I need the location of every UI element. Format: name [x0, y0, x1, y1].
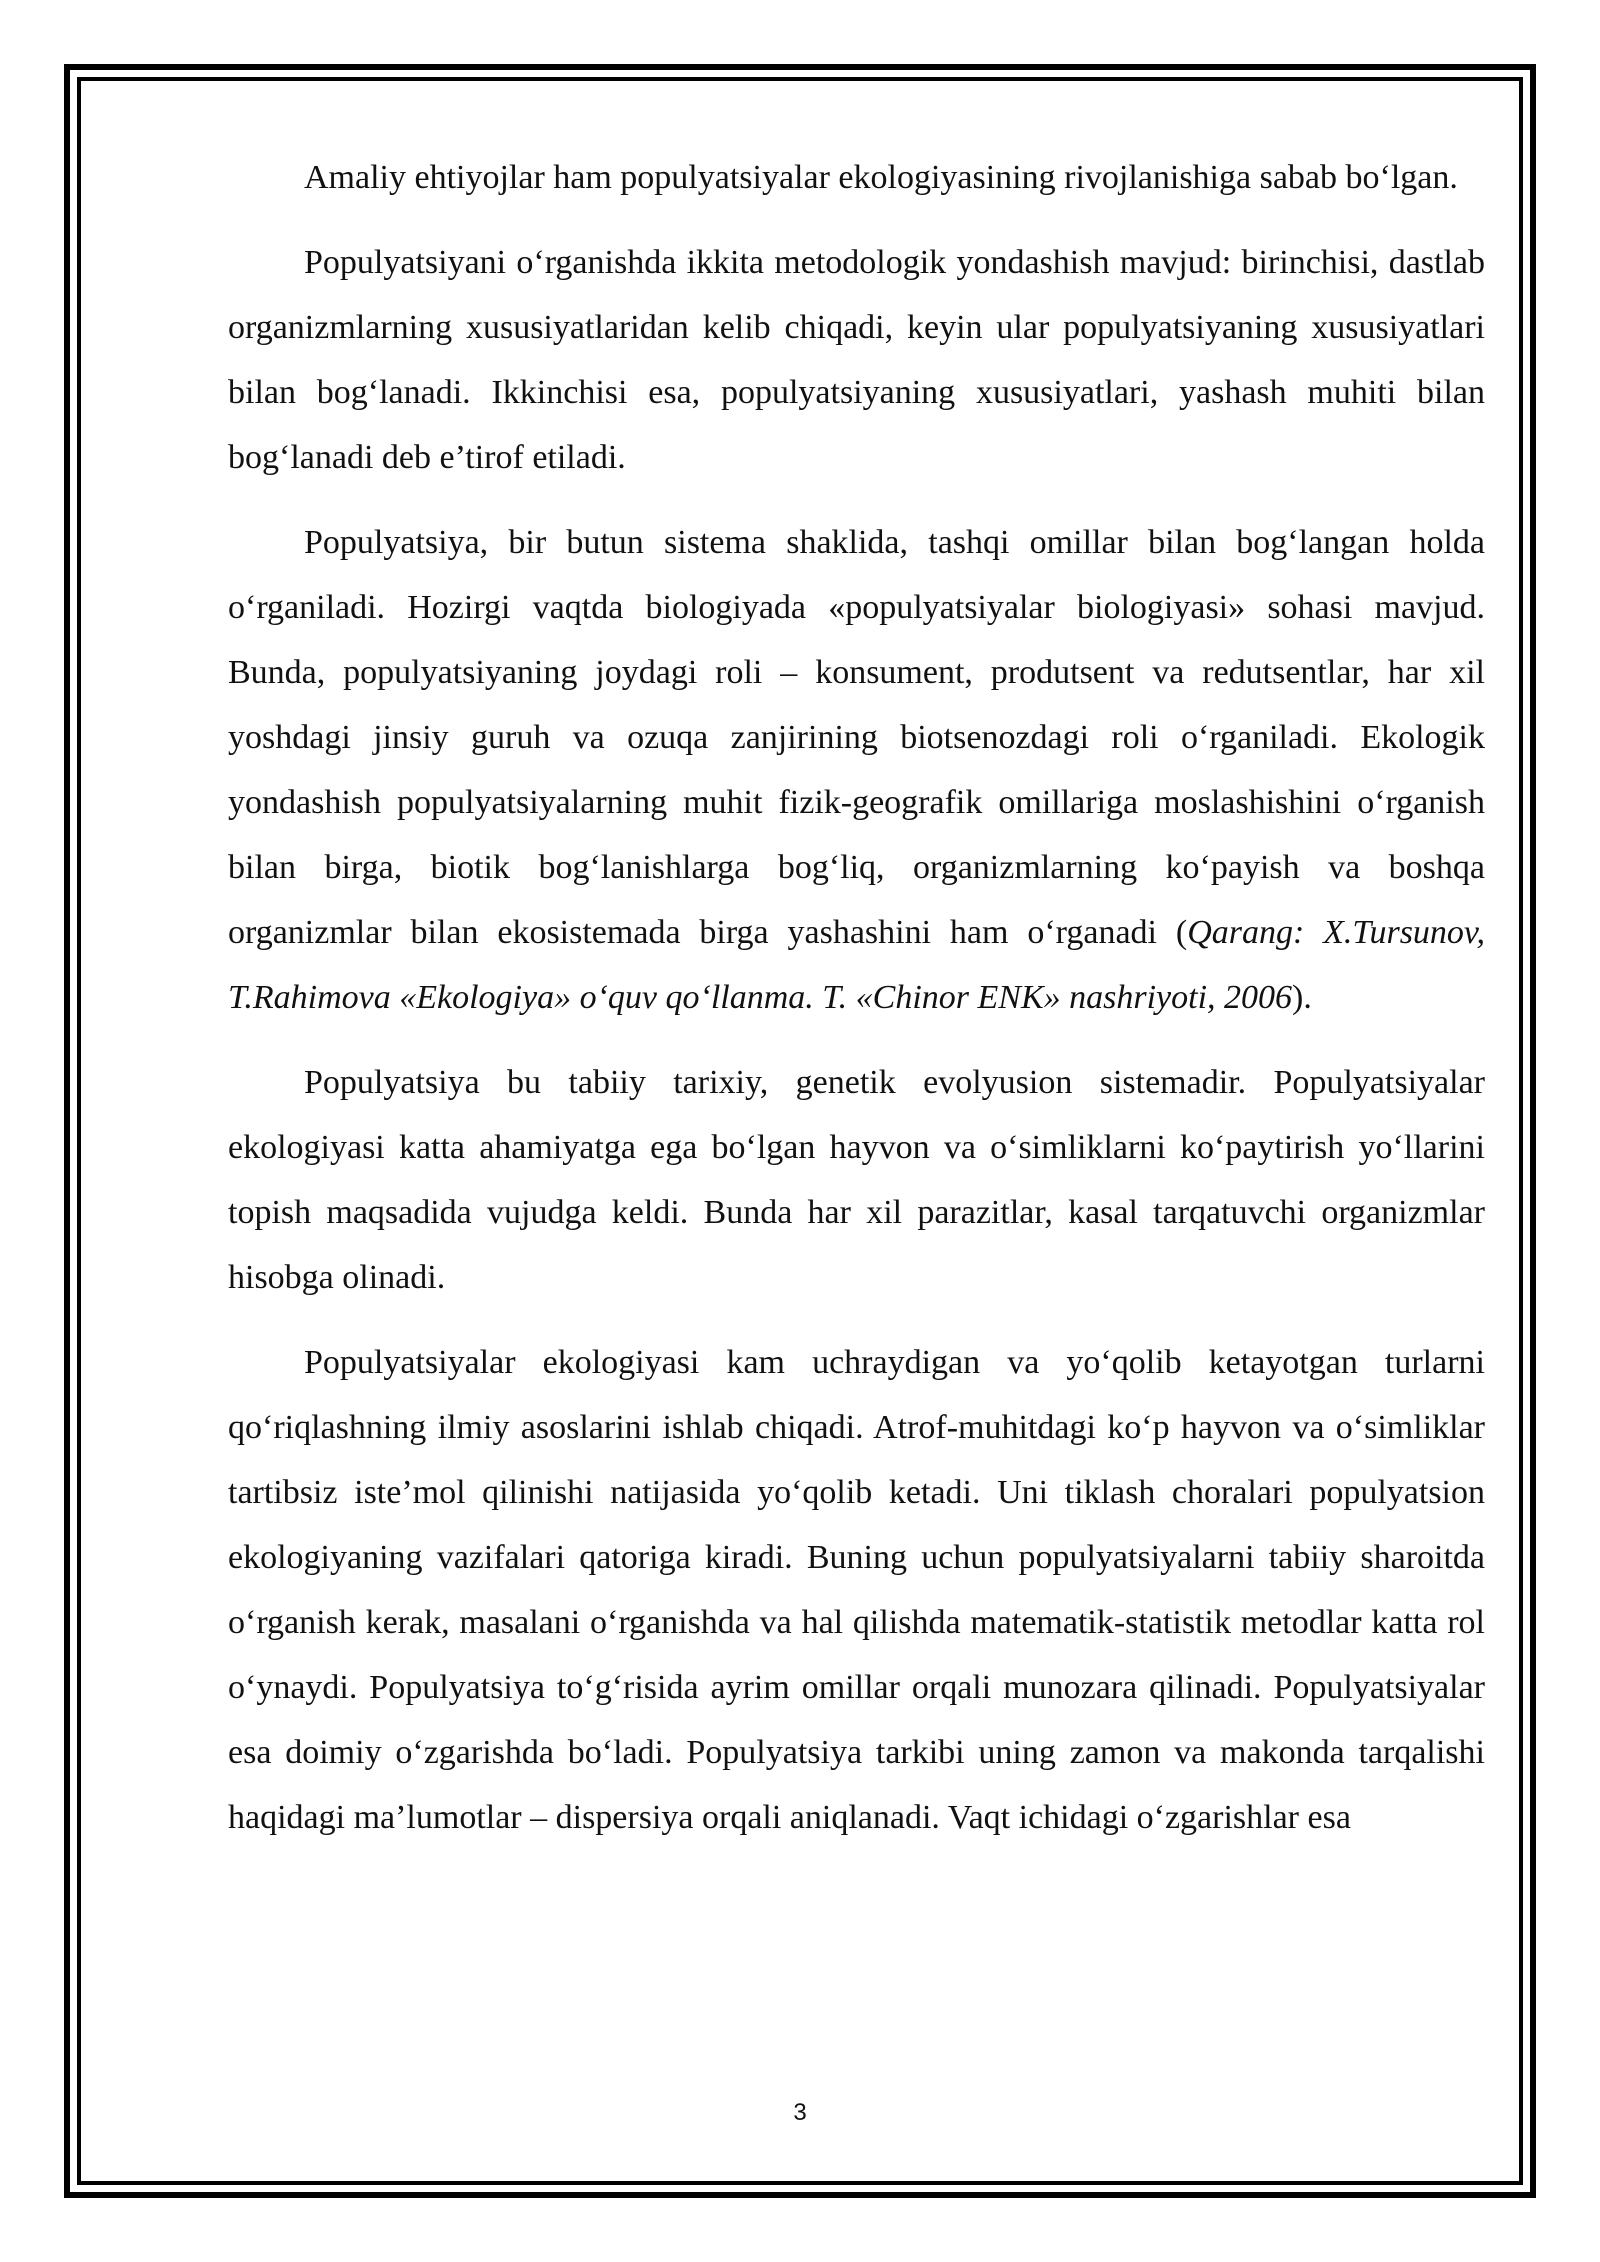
citation-reference: Qarang: X.Tursunov, T.Rahimova «Ekologiya» o‘quv qo‘llanma. T. «Chinor ENK» nashriyoti, 2006	[228, 914, 1485, 1016]
document-body	[228, 145, 1485, 1850]
paragraph-5	[228, 1330, 1485, 1850]
paragraph-5-text: Populyatsiyalar ekologiyasi kam uchraydigan va yo‘qolib ketayotgan turlarni qo‘riqlashning ilmiy asoslarini ishlab chiqadi. Atrof-muhitdagi ko‘p hayvon va o‘simliklar tartibsiz iste’mol qilinishi natijasida yo‘qolib ketadi. Uni tiklash choralari populyatsion ekologiyaning vazifalari qatoriga kiradi. Buning uchun populyatsiyalarni tabiiy sharoitda o‘rganish kerak, masalani o‘rganishda va hal qilishda matematik-statistik metodlar katta rol o‘ynaydi. Populyatsiya to‘g‘risida ayrim omillar orqali munozara qilinadi. Populyatsiyalar esa doimiy o‘zgarishda bo‘ladi. Populyatsiya tarkibi uning zamon va makonda tarqalishi haqidagi ma’lumotlar – dispersiya orqali aniqlanadi. Vaqt ichidagi o‘zgarishlar esa	[228, 1344, 1485, 1836]
page-number: 3	[793, 2099, 807, 2126]
paragraph-4	[228, 1050, 1485, 1310]
paragraph-1-text: Amaliy ehtiyojlar ham populyatsiyalar ekologiyasining rivojlanishiga sabab bo‘lgan.	[304, 159, 1458, 196]
paragraph-3-closing: ).	[1292, 979, 1312, 1016]
paragraph-1	[228, 145, 1485, 210]
paragraph-2-text: Populyatsiyani o‘rganishda ikkita metodologik yondashish mavjud: birinchisi, dastlab organizmlarning xususiyatlaridan kelib chiqadi, keyin ular populyatsiyaning xususiyatlari bilan bog‘lanadi. Ikkinchisi esa, populyatsiyaning xususiyatlari, yashash muhiti bilan bog‘lanadi deb e’tirof etiladi.	[228, 244, 1485, 476]
paragraph-3	[228, 510, 1485, 1030]
paragraph-4-text: Populyatsiya bu tabiiy tarixiy, genetik evolyusion sistemadir. Populyatsiyalar ekologiyasi katta ahamiyatga ega bo‘lgan hayvon va o‘simliklarni ko‘paytirish yo‘llarini topish maqsadida vujudga keldi. Bunda har xil parazitlar, kasal tarqatuvchi organizmlar hisobga olinadi.	[228, 1064, 1485, 1296]
paragraph-3-text: Populyatsiya, bir butun sistema shaklida, tashqi omillar bilan bog‘langan holda o‘rganiladi. Hozirgi vaqtda biologiyada «populyatsiyalar biologiyasi» sohasi mavjud. Bunda, populyatsiyaning joydagi roli – konsument, produtsent va redutsentlar, har xil yoshdagi jinsiy guruh va ozuqa zanjirining biotsenozdagi roli o‘rganiladi. Ekologik yondashish populyatsiyalarning muhit fizik-geografik omillariga moslashishini o‘rganish bilan birga, biotik bog‘lanishlarga bog‘liq, organizmlarning ko‘payish va boshqa organizmlar bilan ekosistemada birga yashashini ham o‘rganadi (	[228, 524, 1485, 951]
paragraph-2	[228, 230, 1485, 490]
